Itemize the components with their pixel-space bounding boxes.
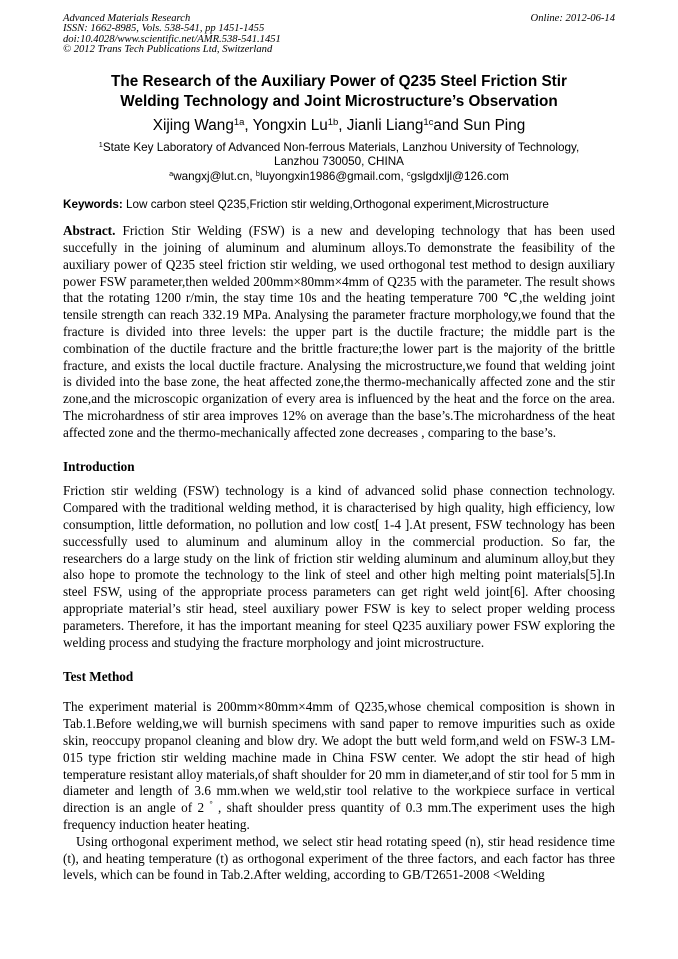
doi-line: doi:10.4028/www.scientific.net/AMR.538-541.1451 (63, 33, 281, 45)
issn-line: ISSN: 1662-8985, Vols. 538-541, pp 1451-1455 (63, 23, 265, 35)
title-line-1: The Research of the Auxiliary Power of Q235 Steel Friction Stir (111, 72, 567, 90)
email-sup: c (406, 168, 411, 178)
introduction-paragraph: Friction stir welding (FSW) technology is a kind of advanced solid phase connection technology. Compared with the traditional welding method, it is characterised by high quality, high efficiency, low consumption, little deformation, no pollution and low cost[ 1-4 ].At present, FSW technology has been successfully used to aluminum and aluminum alloy in the commercial production. So far, the researchers do a large study on the link of friction stir welding aluminum and aluminum alloy,but they also hope to promote the technology to the link of steel and other high melting point materials[5].In steel FSW, using of the appropriate process parameters can get right weld joint[6]. After choosing appropriate material’s stir head, steel auxiliary power FSW is key to select proper welding process parameters. Therefore, it has the important meaning for steel Q235 auxiliary power FSW exploring the welding process and studying the fracture morphology and joint microstructure. (63, 483, 615, 650)
author-sep: , (338, 116, 347, 134)
keywords (63, 197, 615, 212)
affiliation-line-2: Lanzhou 730050, CHINA (274, 155, 404, 169)
title-line-2: Welding Technology and Joint Microstructure’s Observation (120, 92, 558, 110)
email-sup: b (255, 168, 260, 178)
test-method-paragraph-1 (63, 699, 615, 833)
author-sup: 1c (423, 116, 434, 128)
journal-name: Advanced Materials Research (63, 13, 191, 24)
author-sup: 1b (327, 116, 339, 128)
section-heading-introduction: Introduction (63, 459, 135, 475)
author-name: Jianli Liang (346, 116, 424, 134)
affiliation-line-1 (63, 141, 615, 156)
abstract-text: Friction Stir Welding (FSW) is a new and developing technology that has been used succefully in the joining of aluminum and aluminum alloys.To demonstrate the feasibility of the auxiliary power of Q235 steel friction stir welding, we used orthogonal test method to design auxiliary power FSW parameter,then welded 200mm×80mm×4mm of Q235 with the parameter. The result shows that the rotating 1200 r/min, the stay time 10s and the heating temperature 700 ℃,the welding joint tensile strength can reach 332.19 MPa. Analysing the parameter fracture morphology,we found that the fracture is divided into three levels: the upper part is the ductile fracture; the middle part is the combination of the ductile fracture and the brittle fracture;the lower part is the majority of the brittle fracture, and exists the local ductile fracture. Analysing the microstructure,we found that welding joint is divided into the base zone, the heat affected zone,the thermo-mechanically affected zone and the stir zone,and the microscopic organization of every area is influenced by the heat and the force on the area. The microhardness of stir area improves 12% on average than the base’s.The microhardness of the heat affected zone and the thermo-mechanically affected zone decreases , comparing to the base’s. (63, 223, 615, 440)
abstract (63, 223, 615, 441)
author-sup: 1a (233, 116, 245, 128)
email-link[interactable]: gslgdxljl@126.com (410, 169, 509, 183)
author-name: Xijing Wang (152, 116, 234, 134)
paper-title (63, 72, 615, 112)
author-list (63, 116, 615, 136)
email-sep: , (400, 169, 407, 183)
affiliation-text: State Key Laboratory of Advanced Non-ferrous Materials, Lanzhou University of Technology, (102, 140, 580, 154)
author-sep: , (244, 116, 253, 134)
email-link[interactable]: luyongxin1986@gmail.com (259, 169, 401, 183)
online-date: Online: 2012-06-14 (530, 13, 615, 24)
email-sup: a (169, 168, 174, 178)
keywords-label: Keywords: (63, 198, 123, 212)
paragraph-text: The experiment material is 200mm×80mm×4mm of Q235,whose chemical composition is shown in Tab.1.Before welding,we will burnish specimens with sand paper to remove impurities such as oxide skin, reoccupy propanol cleaning and blow dry. We adopt the butt weld form,and weld on FSW-3 LM-015 type friction stir welding machine made in China FSW center. We adopt the stir head of high temperature resistant alloy materials,of shaft shoulder for 20 mm in diameter,and of stir tool for 5 mm in diameter and length of 3.6 mm.when we weld,stir tool relative to the workpiece surface in vertical direction is an angle of 2 (63, 699, 615, 816)
journal-header (63, 14, 615, 56)
section-heading-test-method: Test Method (63, 669, 134, 685)
degree-symbol: ° (209, 799, 213, 809)
paper-page (63, 14, 615, 884)
affiliation-sup: 1 (98, 139, 103, 149)
email-sep: , (249, 169, 256, 183)
email-line (63, 170, 615, 185)
test-method-paragraph-2: Using orthogonal experiment method, we select stir head rotating speed (n), stir head residence time (t), and heating temperature (t) as orthogonal experiment of the three factors, and each factor has three levels, which can be found in Tab.2.After welding, according to GB/T2651-2008 <Welding (63, 833, 615, 883)
affiliation (63, 141, 615, 185)
author-name: and Sun Ping (433, 116, 526, 134)
email-link[interactable]: wangxj@lut.cn (173, 169, 250, 183)
keywords-text: Low carbon steel Q235,Friction stir welding,Orthogonal experiment,Microstructure (122, 198, 549, 212)
abstract-label: Abstract. (63, 223, 116, 239)
author-name: Yongxin Lu (252, 116, 328, 134)
paragraph-text-tail: , shaft shoulder press quantity of 0.3 mm.The experiment uses the high frequency induction heater heating. (63, 800, 615, 833)
copyright-line: © 2012 Trans Tech Publications Ltd, Switzerland (63, 44, 273, 56)
